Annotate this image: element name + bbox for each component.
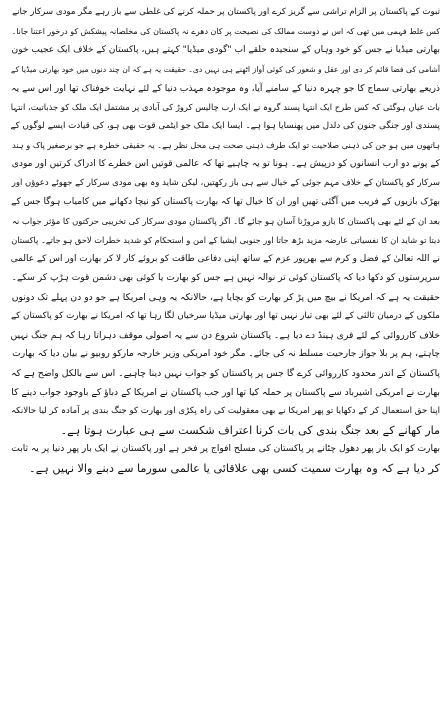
text-line: ذریعے بھارتی سماج کا جو چہرہ دنیا کے سامنے آیا، وہ موجودہ مہذب دنیا کے لئے نہایت خوفناک تھا اور اس سے یہ bbox=[11, 83, 440, 94]
text-line: ثبوت کے پاکستان پر الزام تراشی سے گریز کرے اور پاکستان پر حملہ کرنے کی غلطی سے باز رہے مگر مودی سرکار جانے bbox=[12, 7, 440, 17]
text-line: ہاتھوں میں ہو جن کی ذہنی صلاحیت تو ایک طرف ذہنی صحت ہی محل نظر ہے۔ یہ حقیقی خطرہ ہے جو برصغیر پاک و ہند bbox=[12, 140, 440, 150]
text-line: بات عیاں ہوگئی کہ کس طرح ایک انتہا پسند گروہ نے ایک ارب چالیس کروڑ کی آبادی پر مشتمل ایک ملک کو جذباتیت، انتہا bbox=[10, 102, 440, 112]
text-line: پاکستان کے اندر محدود کارروائی کرے گا جس پر پاکستان کو جواب نہیں دینا چاہیے۔ اس سے بالکل واضح ہے کہ bbox=[11, 368, 440, 379]
article-body bbox=[7, 3, 440, 478]
article-paragraph bbox=[7, 440, 440, 478]
text-line: بھارت کو ایک بار پھر دھول چٹانے پر پاکستان کی مسلح افواج پر فخر ہے اور پاکستان نے ایک بار پھر دنیا پر یہ ثابت bbox=[11, 444, 440, 454]
text-line: سرکار کو پاکستان کے خلاف مہم جوئی کے خیال سے ہی باز رکھتیں، لیکن شاید وہ بھی مودی سرکار کے جھوٹے دعوؤں اور bbox=[11, 178, 440, 188]
text-line: چاہتے، ہم پر بلا جواز جارحیت مسلط نہ کی جائے۔ مگر خود امریکی وزیر خارجہ مارکو روبیو نے بیان دیا کہ بھارت bbox=[12, 349, 440, 359]
text-line: بھڑک بازیوں کے فریب میں آگئی تھیں اور ان کا خیال تھا کہ بھارت پاکستان کو نیچا دکھانے میں کامیاب ہوگا جس کے bbox=[11, 197, 440, 207]
text-line: خلاف کارروائی کے لئے فری ہینڈ دے دیا ہے۔ پاکستان شروع دن سے یہ اصولی موقف دہراتا رہا کہ ہم جنگ نہیں bbox=[10, 330, 440, 341]
text-line: کس غلط فہمی میں تھی کہ اس نے دوست ممالک کی نصیحت پر کان دھرے نہ پاکستان کی مخلصانہ پیشکش کو درخور اعتنا جانا۔ bbox=[11, 27, 440, 36]
text-line: آشامی کی فضا قائم کر دی اور عقل و شعور کی کوئی آواز اٹھنے ہی نہیں دی۔ حقیقت یہ ہے کہ ان چند دنوں میں خود بھارتی میڈیا کے bbox=[10, 65, 440, 74]
text-line: مار کھانے کے بعد جنگ بندی کی بات کرنا اعتراف شکست سے ہی عبارت ہوتا ہے۔ bbox=[60, 424, 440, 437]
text-line: بھارتی میڈیا نے جس کو خود وہاں کے سنجیدہ حلقے اب "گودی میڈیا" کہتے ہیں، پاکستان کے خلاف ایک عجیب خون bbox=[11, 45, 440, 55]
text-line: دیتا تو شاید ان کا نفسیاتی عارضہ مزید بڑھ جاتا اور جنوبی ایشیا کے امن و استحکام کو شدید خطرات لاحق ہو جاتے۔ پاکستان bbox=[11, 235, 440, 245]
text-line: پسندی اور جنگی جنون کی دلدل میں پھنسایا ہوا ہے۔ ایسا ایک ملک جو ایٹمی قوت بھی ہو، کی قیادت ایسے لوگوں کے bbox=[10, 121, 440, 131]
text-line: بھارت نے امریکی اشیرباد سے پاکستان پر حملہ کیا تھا اور جب پاکستان نے امریکا کے دباؤ کے باوجود جواب دینے کا bbox=[11, 387, 440, 398]
text-line: ملکوں کے درمیان ثالثی کے لئے بھی تیار نہیں تھا اور بھارتی میڈیا سرخیاں لگا رہا تھا کہ امریکا نے بھارت کو پاکستان کے bbox=[10, 311, 440, 321]
text-line: نے اللہ تعالیٰ کے فضل و کرم سے بھرپور عزم کے ساتھ اپنی دفاعی طاقت کو بروئے کار لا کر بھارت اور اس کے عالمی bbox=[10, 254, 440, 264]
text-line: سرپرستوں کو دکھا دیا کہ پاکستان کوئی تر نوالہ نہیں ہے جس کو بھارت یا کوئی بھی دشمن قوت ہڑپ کر سکے۔ bbox=[11, 273, 440, 283]
text-line: کر دیا ہے کہ وہ بھارت سمیت کسی بھی علاقائی یا عالمی سورما سے دبنے والا نہیں ہے۔ bbox=[29, 462, 440, 475]
text-line: حقیقت یہ ہے کہ امریکا نے بیچ میں پڑ کر بھارت کو بچایا ہے، حالانکہ یہ وہی امریکا ہے جو دو دن پہلے تک دونوں bbox=[11, 292, 440, 303]
text-line: بعد ان کے لئے بھی پاکستان کا بازو مروڑنا آسان ہو جائے گا۔ اگر پاکستان مودی سرکار کی تخریبی حرکتوں کا مؤثر جواب نہ bbox=[11, 216, 440, 226]
text-line: اپنا حق استعمال کر کے دکھایا تو پھر امریکا نے بھی معقولیت کی راہ پکڑی اور بھارت کو جنگ بندی پر آمادہ کر لیا حالانکہ bbox=[11, 406, 440, 416]
article-paragraph bbox=[7, 3, 440, 288]
text-line: کے پونے دو ارب انسانوں کو درپیش ہے۔ ہونا تو یہ چاہیے تھا کہ عالمی قوتیں اس خطرے کا ادراک کرتیں اور مودی bbox=[11, 159, 440, 169]
article-paragraph bbox=[7, 288, 440, 440]
